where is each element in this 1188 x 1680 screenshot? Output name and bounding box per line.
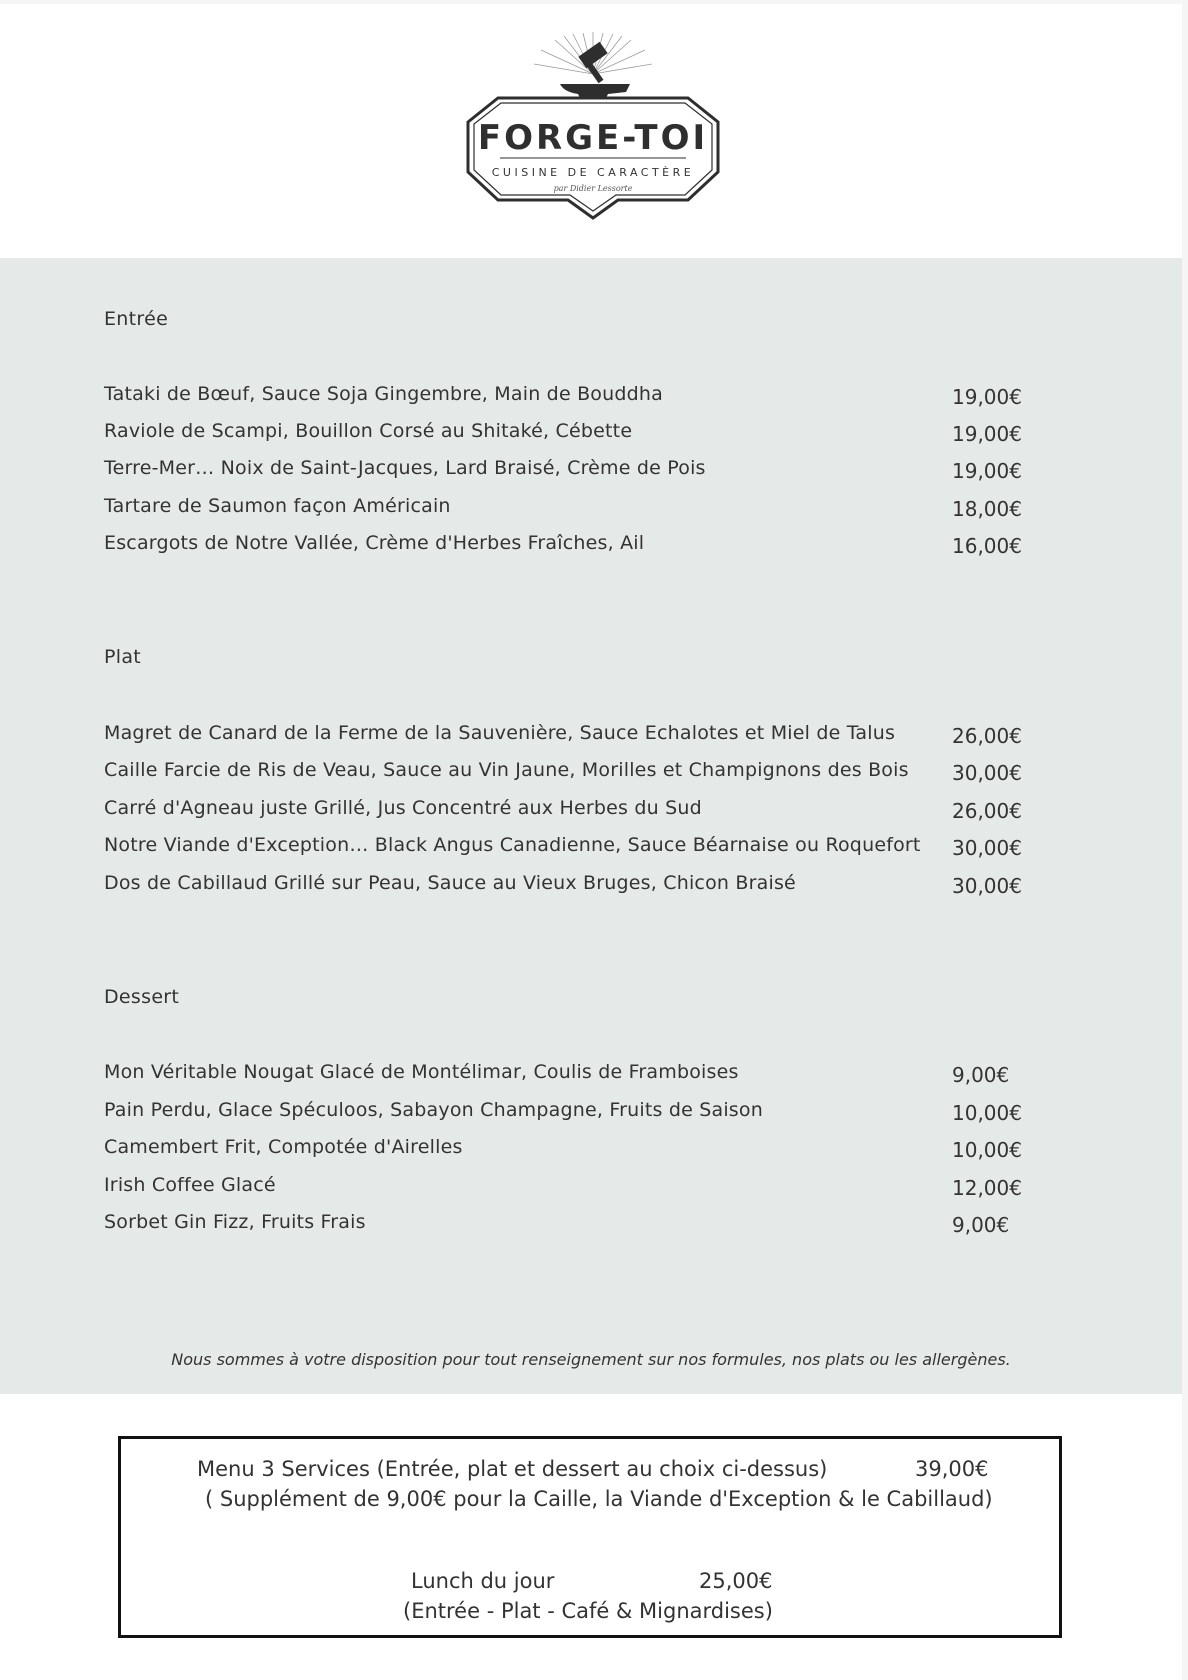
brand-name: FORGE-TOI bbox=[477, 118, 709, 158]
item-price: 26,00€ bbox=[952, 724, 1022, 748]
menu-card bbox=[0, 258, 1182, 1394]
menu-item bbox=[104, 383, 1034, 413]
allergen-note: Nous sommes à votre disposition pour tout renseignement sur nos formules, nos plats ou les allergènes. bbox=[171, 1350, 1011, 1369]
item-name: Caille Farcie de Ris de Veau, Sauce au Vin Jaune, Morilles et Champignons des Bois bbox=[104, 759, 909, 781]
item-price: 30,00€ bbox=[952, 761, 1022, 785]
item-name: Sorbet Gin Fizz, Fruits Frais bbox=[104, 1211, 366, 1233]
menu-item bbox=[104, 834, 1034, 864]
item-name: Camembert Frit, Compotée d'Airelles bbox=[104, 1136, 463, 1158]
menu-item bbox=[104, 532, 1034, 562]
item-name: Carré d'Agneau juste Grillé, Jus Concentré aux Herbes du Sud bbox=[104, 797, 702, 819]
item-price: 10,00€ bbox=[952, 1138, 1022, 1162]
item-name: Irish Coffee Glacé bbox=[104, 1174, 276, 1196]
item-price: 18,00€ bbox=[952, 497, 1022, 521]
item-name: Notre Viande d'Exception… Black Angus Canadienne, Sauce Béarnaise ou Roquefort bbox=[104, 834, 921, 856]
menu-item bbox=[104, 722, 1034, 752]
item-price: 26,00€ bbox=[952, 799, 1022, 823]
chef-signature: par Didier Lessorte bbox=[553, 184, 633, 193]
menu-item bbox=[104, 495, 1034, 525]
item-price: 10,00€ bbox=[952, 1101, 1022, 1125]
item-name: Tartare de Saumon façon Américain bbox=[104, 495, 451, 517]
item-price: 16,00€ bbox=[952, 534, 1022, 558]
item-name: Terre-Mer… Noix de Saint-Jacques, Lard Braisé, Crème de Pois bbox=[104, 457, 706, 479]
menu3-label: Menu 3 Services (Entrée, plat et dessert au choix ci-dessus) bbox=[197, 1457, 828, 1481]
section-title-entree: Entrée bbox=[104, 308, 169, 330]
menu-item bbox=[104, 1099, 1034, 1129]
item-name: Magret de Canard de la Ferme de la Sauvenière, Sauce Echalotes et Miel de Talus bbox=[104, 722, 896, 744]
formula-box bbox=[118, 1436, 1062, 1638]
menu-item bbox=[104, 872, 1034, 902]
menu-item bbox=[104, 457, 1034, 487]
section-title-dessert: Dessert bbox=[104, 986, 180, 1008]
menu-item bbox=[104, 1174, 1034, 1204]
lunch-label: Lunch du jour bbox=[411, 1569, 555, 1593]
item-price: 30,00€ bbox=[952, 874, 1022, 898]
menu-item bbox=[104, 1211, 1034, 1241]
menu-item bbox=[104, 759, 1034, 789]
item-price: 12,00€ bbox=[952, 1176, 1022, 1200]
item-price: 30,00€ bbox=[952, 836, 1022, 860]
menu-item bbox=[104, 1061, 1034, 1091]
item-name: Dos de Cabillaud Grillé sur Peau, Sauce au Vieux Bruges, Chicon Braisé bbox=[104, 872, 796, 894]
menu-item bbox=[104, 1136, 1034, 1166]
item-price: 19,00€ bbox=[952, 385, 1022, 409]
brand-tagline: CUISINE DE CARACTÈRE bbox=[491, 166, 695, 179]
header bbox=[0, 4, 1182, 258]
footer bbox=[0, 1394, 1182, 1680]
item-price: 9,00€ bbox=[952, 1213, 1010, 1237]
section-title-plat: Plat bbox=[104, 646, 142, 668]
restaurant-logo bbox=[440, 26, 746, 226]
item-price: 9,00€ bbox=[952, 1063, 1010, 1087]
menu-item bbox=[104, 420, 1034, 450]
item-name: Mon Véritable Nougat Glacé de Montélimar, Coulis de Framboises bbox=[104, 1061, 739, 1083]
item-name: Escargots de Notre Vallée, Crème d'Herbes Fraîches, Ail bbox=[104, 532, 645, 554]
menu-item bbox=[104, 797, 1034, 827]
item-name: Pain Perdu, Glace Spéculoos, Sabayon Champagne, Fruits de Saison bbox=[104, 1099, 763, 1121]
item-name: Raviole de Scampi, Bouillon Corsé au Shitaké, Cébette bbox=[104, 420, 633, 442]
menu3-supplement: ( Supplément de 9,00€ pour la Caille, la Viande d'Exception & le Cabillaud) bbox=[205, 1487, 993, 1511]
lunch-price: 25,00€ bbox=[699, 1569, 773, 1593]
item-price: 19,00€ bbox=[952, 422, 1022, 446]
lunch-detail: (Entrée - Plat - Café & Mignardises) bbox=[403, 1599, 773, 1623]
item-name: Tataki de Bœuf, Sauce Soja Gingembre, Main de Bouddha bbox=[104, 383, 663, 405]
item-price: 19,00€ bbox=[952, 459, 1022, 483]
menu3-price: 39,00€ bbox=[915, 1457, 989, 1481]
